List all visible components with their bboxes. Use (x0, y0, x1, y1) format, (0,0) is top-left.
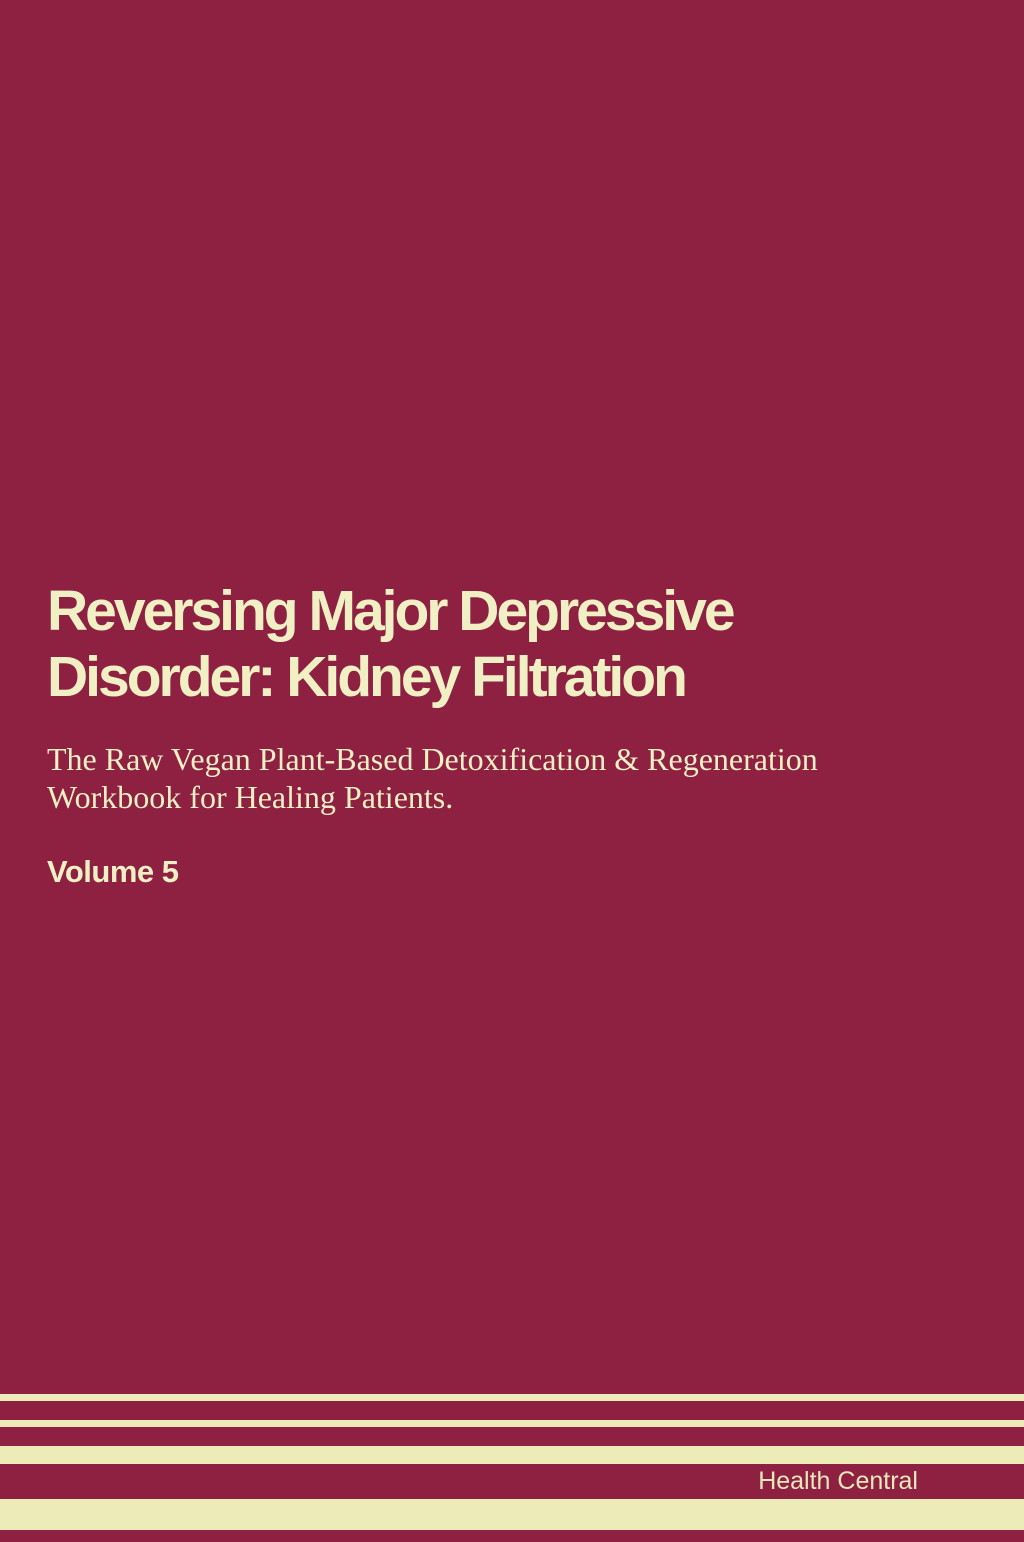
book-title-line-2: Disorder: Kidney Filtration (47, 645, 685, 709)
volume-label: Volume 5 (47, 854, 179, 889)
decorative-stripe-thin-2 (0, 1420, 1024, 1427)
book-subtitle-line-1: The Raw Vegan Plant-Based Detoxification & Regeneration (47, 741, 818, 777)
decorative-stripe-wide (0, 1499, 1024, 1530)
book-subtitle (47, 740, 987, 816)
book-subtitle-line-2: Workbook for Healing Patients. (47, 779, 454, 815)
book-title (47, 578, 977, 710)
book-title-line-1: Reversing Major Depressive (47, 579, 733, 643)
decorative-stripe-medium (0, 1446, 1024, 1464)
publisher-name: Health Central (758, 1467, 918, 1495)
decorative-stripe-thin-1 (0, 1394, 1024, 1401)
